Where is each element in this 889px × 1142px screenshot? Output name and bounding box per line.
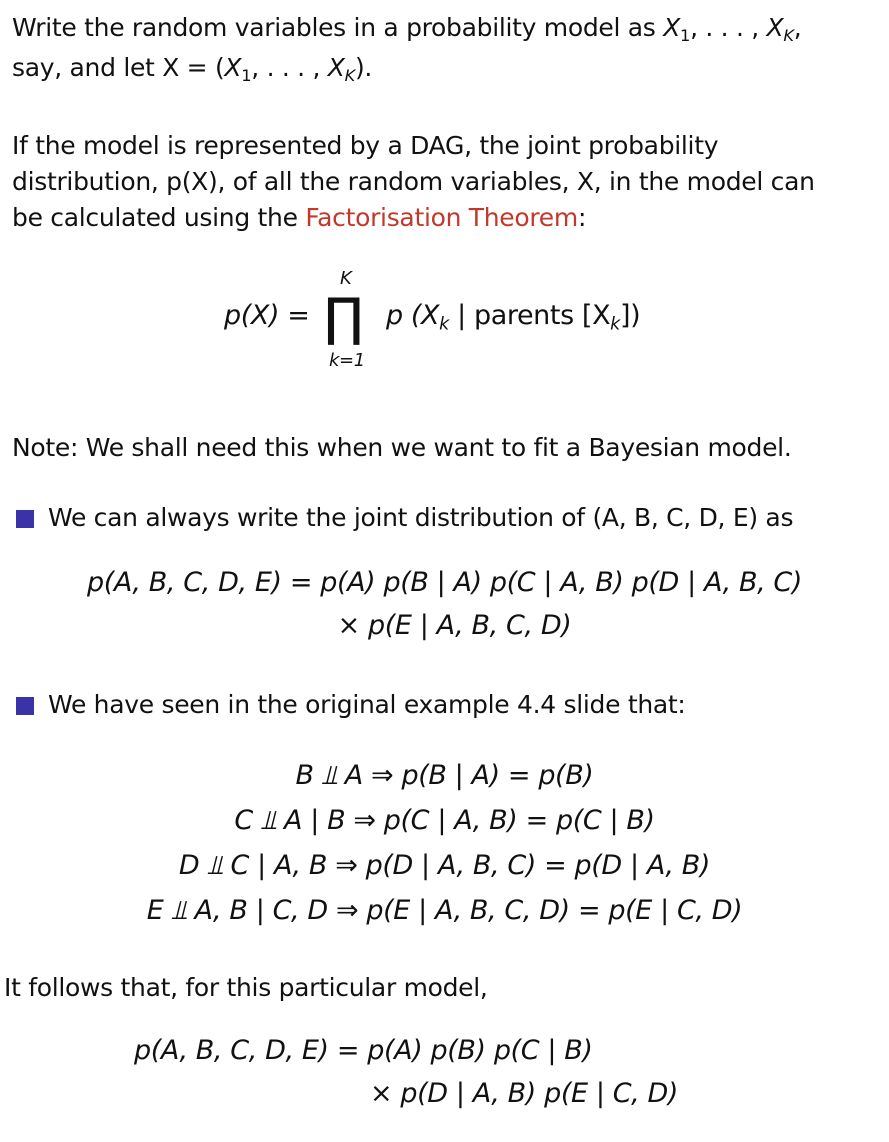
bracket-close: ]) bbox=[619, 300, 641, 331]
dag-line-3 bbox=[12, 200, 586, 236]
independence-line-3: D ⫫ C | A, B ⇒ p(D | A, B, C) = p(D | A, B) bbox=[178, 850, 711, 881]
dag-line-2: distribution, p(X), of all the random variables, X, in the model can bbox=[12, 167, 815, 196]
bullet-square-icon bbox=[16, 697, 34, 715]
punctuation: : bbox=[577, 203, 587, 232]
ellipsis: , . . . , bbox=[690, 13, 767, 42]
math-var: X bbox=[224, 53, 242, 82]
joint-line-1: p(A, B, C, D, E) = p(A) p(B | A) p(C | A, B) p(D | A, B, C) bbox=[86, 567, 803, 598]
subscript: K bbox=[344, 65, 355, 85]
math-var: X bbox=[663, 13, 681, 42]
product-lower-limit: k=1 bbox=[329, 350, 365, 371]
independence-line-2: C ⫫ A | B ⇒ p(C | A, B) = p(C | B) bbox=[234, 805, 655, 836]
conclusion-line-2: × p(D | A, B) p(E | C, D) bbox=[370, 1078, 679, 1109]
dag-line-1: If the model is represented by a DAG, the joint probability bbox=[12, 131, 719, 160]
math-var: X bbox=[766, 13, 784, 42]
rhs-text: p (X bbox=[386, 300, 440, 331]
subscript: 1 bbox=[680, 25, 691, 45]
formula-rhs bbox=[386, 300, 641, 335]
product-symbol: ∏ bbox=[324, 288, 364, 348]
factorisation-theorem-link[interactable]: Factorisation Theorem bbox=[305, 203, 578, 232]
conclusion-text: It follows that, for this particular model, bbox=[4, 973, 488, 1002]
bullet-2-text: We have seen in the original example 4.4 slide that: bbox=[48, 690, 686, 719]
formula-lhs: p(X) = bbox=[224, 300, 310, 331]
parents-text: | parents [X bbox=[448, 300, 611, 331]
punctuation: ). bbox=[354, 53, 373, 82]
dag-text: be calculated using the bbox=[12, 203, 306, 232]
intro-line-2 bbox=[12, 50, 372, 86]
subscript: 1 bbox=[241, 65, 252, 85]
intro-text: say, and let X = ( bbox=[12, 53, 225, 82]
independence-line-4: E ⫫ A, B | C, D ⇒ p(E | A, B, C, D) = p(E | C, D) bbox=[146, 895, 743, 926]
joint-line-2: × p(E | A, B, C, D) bbox=[337, 610, 572, 641]
punctuation: , bbox=[793, 13, 802, 42]
bullet-1-text: We can always write the joint distribution of (A, B, C, D, E) as bbox=[48, 503, 794, 532]
bullet-square-icon bbox=[16, 510, 34, 528]
note-text: Note: We shall need this when we want to fit a Bayesian model. bbox=[12, 433, 792, 462]
subscript: k bbox=[439, 314, 449, 335]
ellipsis: , . . . , bbox=[251, 53, 328, 82]
intro-text: Write the random variables in a probability model as bbox=[12, 13, 664, 42]
conclusion-line-1: p(A, B, C, D, E) = p(A) p(B) p(C | B) bbox=[134, 1035, 593, 1066]
product-upper-limit: K bbox=[340, 268, 352, 289]
independence-line-1: B ⫫ A ⇒ p(B | A) = p(B) bbox=[295, 760, 594, 791]
subscript: K bbox=[783, 25, 794, 45]
math-var: X bbox=[327, 53, 345, 82]
intro-line-1 bbox=[12, 10, 801, 46]
subscript: k bbox=[610, 314, 620, 335]
